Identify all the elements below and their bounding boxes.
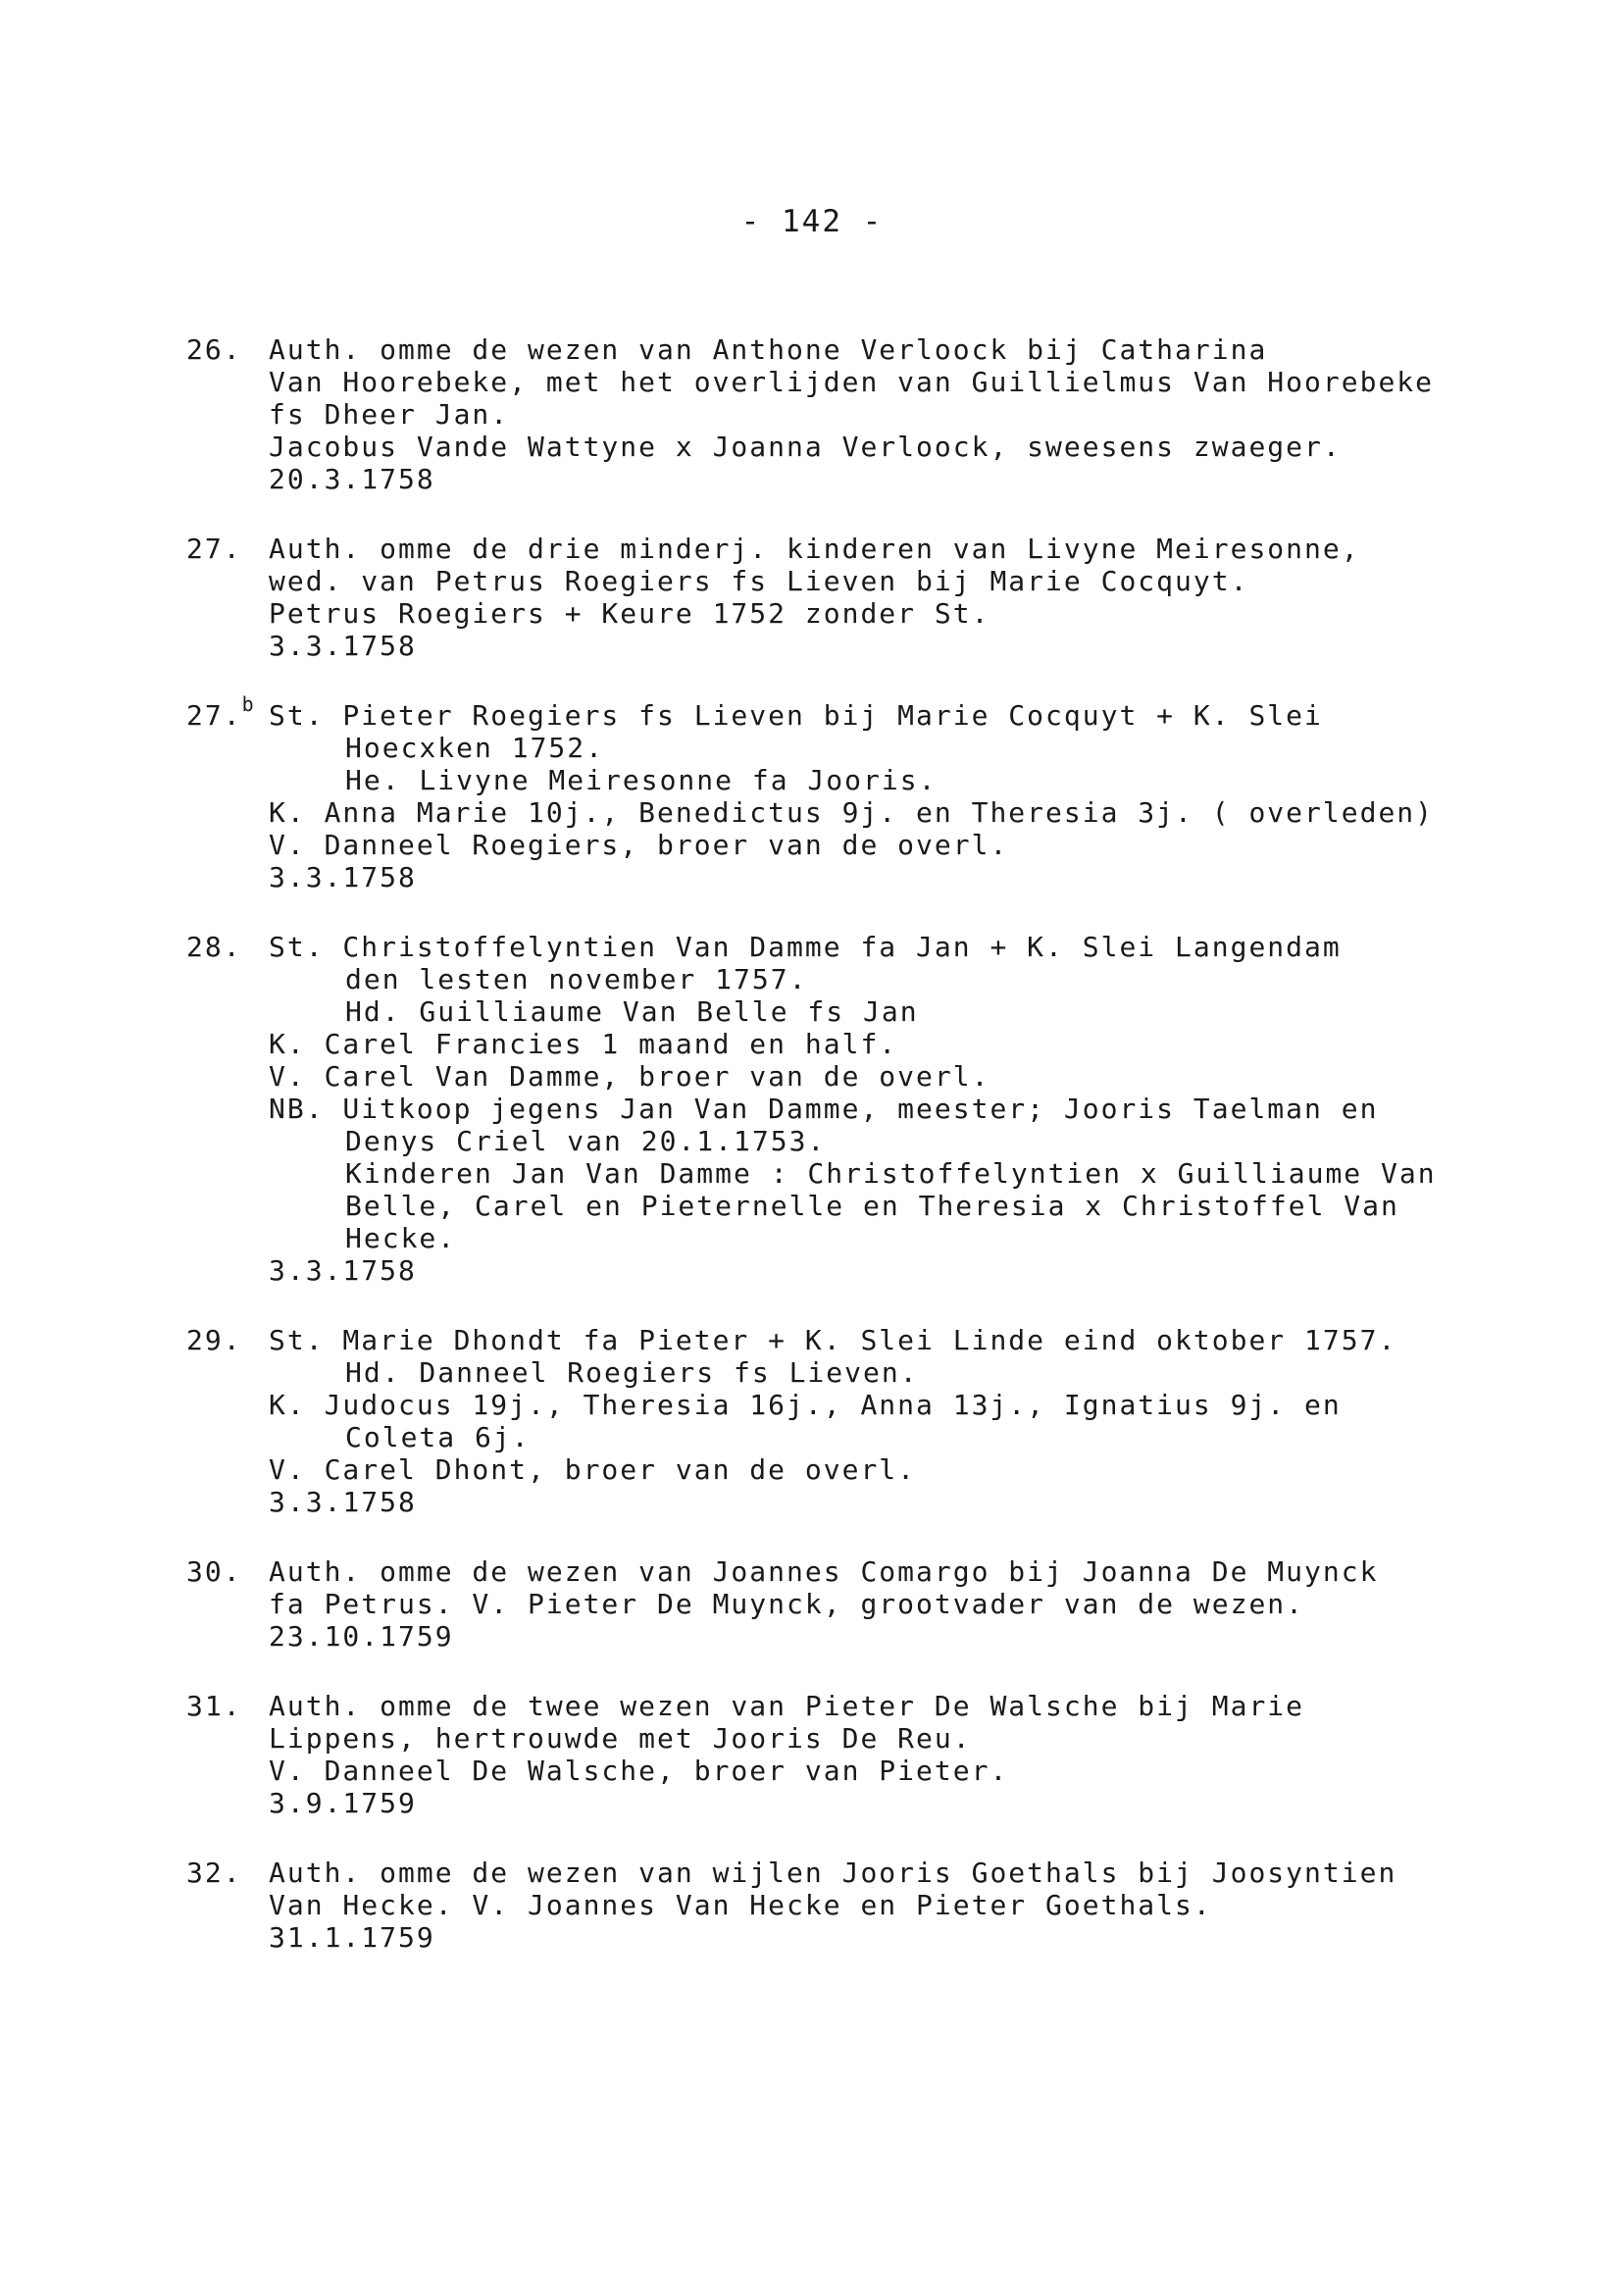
entry-line: fa Petrus. V. Pieter De Muynck, grootvader van de wezen. (269, 1588, 1305, 1620)
entry-number: 31. (186, 1690, 242, 1722)
entry-line: K. Judocus 19j., Theresia 16j., Anna 13j., Ignatius 9j. en (269, 1389, 1342, 1421)
entry-body (269, 1324, 1559, 1518)
entry-line: 20.3.1758 (269, 463, 435, 495)
entry-line: 23.10.1759 (269, 1620, 454, 1653)
entry-number-superscript: b (241, 691, 256, 716)
entry (186, 691, 1559, 893)
entry (186, 1324, 1559, 1518)
entry-line: 3.3.1758 (269, 630, 417, 662)
entry-line: 3.3.1758 (269, 1254, 417, 1287)
entry-number: 27. (186, 533, 242, 565)
entry-number: 26. (186, 333, 242, 366)
entry-number: 29. (186, 1324, 242, 1356)
entry-body (269, 1857, 1559, 1954)
entry-list (186, 333, 1559, 1991)
entry (186, 931, 1559, 1287)
entry-line: He. Livyne Meiresonne fa Jooris. (345, 764, 938, 796)
entry-line: V. Danneel Roegiers, broer van de overl. (269, 829, 1009, 861)
entry-line: Belle, Carel en Pieternelle en Theresia x Christoffel Van (345, 1190, 1399, 1222)
entry-line: Petrus Roegiers + Keure 1752 zonder St. (269, 597, 990, 630)
entry-line: St. Pieter Roegiers fs Lieven bij Marie Cocquyt + K. Slei (269, 699, 1323, 732)
entry-line: St. Marie Dhondt fa Pieter + K. Slei Linde eind oktober 1757. (269, 1324, 1397, 1356)
page-number: - 142 - (740, 204, 884, 239)
entry-line: St. Christoffelyntien Van Damme fa Jan + K. Slei Langendam (269, 931, 1342, 963)
entry-line: Hd. Guilliaume Van Belle fs Jan (345, 995, 919, 1028)
entry-number: 28. (186, 931, 242, 963)
entry-line: Auth. omme de wezen van Joannes Comargo bij Joanna De Muynck (269, 1555, 1379, 1588)
entry (186, 1857, 1559, 1954)
entry-number: 27.$^b$ (186, 691, 256, 732)
entry-body (269, 333, 1559, 495)
entry-line: V. Danneel De Walsche, broer van Pieter. (269, 1755, 1009, 1787)
entry-line: Auth. omme de twee wezen van Pieter De Walsche bij Marie (269, 1690, 1305, 1722)
entry-body (269, 1690, 1559, 1819)
entry-line: Hecke. (345, 1222, 457, 1254)
entry-line: Denys Criel van 20.1.1753. (345, 1125, 827, 1157)
entry-line: Lippens, hertrouwde met Jooris De Reu. (269, 1722, 972, 1755)
entry (186, 1690, 1559, 1819)
entry-line: Auth. omme de wezen van Anthone Verloock bij Catharina (269, 333, 1268, 366)
entry-line: 3.3.1758 (269, 861, 417, 893)
entry-line: Auth. omme de drie minderj. kinderen van Livyne Meiresonne, (269, 533, 1360, 565)
entry-line: wed. van Petrus Roegiers fs Lieven bij Marie Cocquyt. (269, 565, 1249, 597)
entry-line: 3.9.1759 (269, 1787, 417, 1819)
entry (186, 533, 1559, 662)
entry-line: Coleta 6j. (345, 1421, 531, 1453)
entry-line: 3.3.1758 (269, 1486, 417, 1518)
entry (186, 333, 1559, 495)
entry-number: 32. (186, 1857, 242, 1889)
entry-line: Van Hecke. V. Joannes Van Hecke en Pieter Goethals. (269, 1889, 1212, 1921)
entry-line: K. Carel Francies 1 maand en half. (269, 1028, 898, 1060)
entry (186, 1555, 1559, 1653)
entry-line: Hoecxken 1752. (345, 732, 605, 764)
entry-body (269, 931, 1559, 1287)
entry-line: fs Dheer Jan. (269, 398, 510, 431)
entry-line: den lesten november 1757. (345, 963, 808, 995)
entry-body (269, 533, 1559, 662)
entry-line: V. Carel Van Damme, broer van de overl. (269, 1060, 990, 1093)
entry-line: K. Anna Marie 10j., Benedictus 9j. en Theresia 3j. ( overleden) (269, 796, 1435, 829)
entry-body (269, 1555, 1559, 1653)
entry-line: NB. Uitkoop jegens Jan Van Damme, meester; Jooris Taelman en (269, 1093, 1379, 1125)
entry-body (269, 699, 1559, 893)
entry-line: 31.1.1759 (269, 1921, 435, 1954)
entry-line: Kinderen Jan Van Damme : Christoffelyntien x Guilliaume Van (345, 1157, 1437, 1190)
entry-line: Jacobus Vande Wattyne x Joanna Verloock, sweesens zwaeger. (269, 431, 1342, 463)
entry-number: 30. (186, 1555, 242, 1588)
entry-line: Van Hoorebeke, met het overlijden van Guillielmus Van Hoorebeke (269, 366, 1435, 398)
entry-line: Auth. omme de wezen van wijlen Jooris Goethals bij Joosyntien (269, 1857, 1397, 1889)
entry-line: Hd. Danneel Roegiers fs Lieven. (345, 1356, 919, 1389)
entry-line: V. Carel Dhont, broer van de overl. (269, 1453, 917, 1486)
